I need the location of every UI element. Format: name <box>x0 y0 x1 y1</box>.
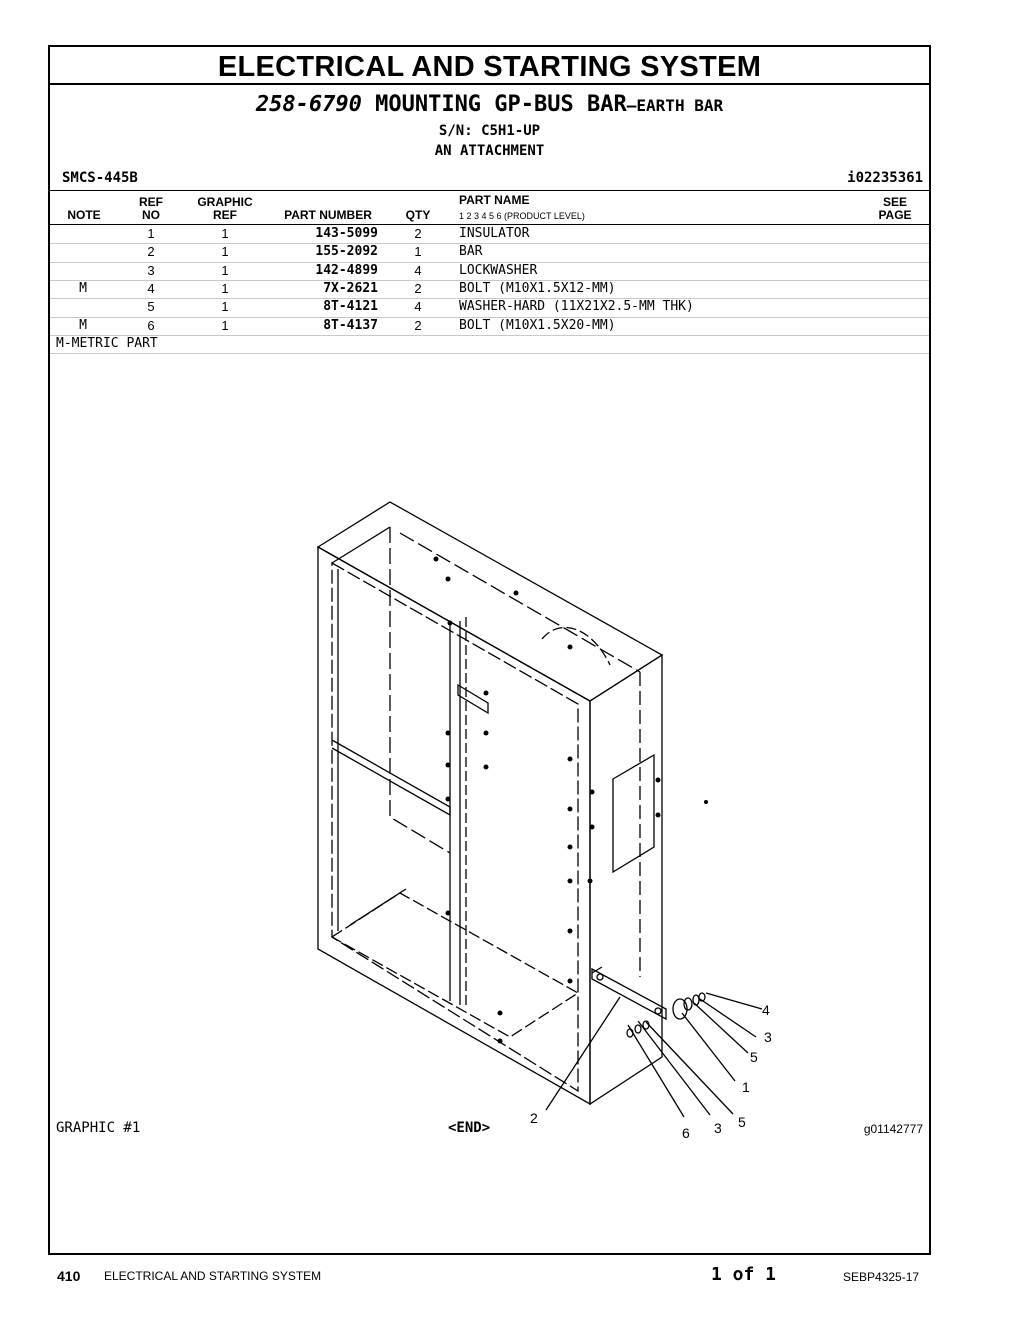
row-graphic-ref: 1 <box>221 262 229 278</box>
product-levels: 1 2 3 4 5 6 (PRODUCT LEVEL) <box>459 211 585 221</box>
illustration-ref: i02235361 <box>847 170 923 186</box>
page-frame <box>48 45 931 1255</box>
footer-page-of: 1 of 1 <box>711 1264 777 1285</box>
row-part-name: BOLT (M10X1.5X20-MM) <box>459 317 616 333</box>
callout-5a: 5 <box>750 1049 758 1065</box>
row-qty: 1 <box>414 244 422 260</box>
col-see-page: SEE PAGE <box>878 195 912 222</box>
row-part-number: 155-2092 <box>315 244 378 260</box>
row-qty: 4 <box>414 299 422 315</box>
row-graphic-ref: 1 <box>221 244 229 260</box>
serial-number: S/N: C5H1-UP <box>438 123 541 139</box>
col-part-number: PART NUMBER <box>284 208 372 222</box>
group-title <box>50 92 929 117</box>
col-note: NOTE <box>67 208 101 222</box>
group-dash: — <box>626 96 637 115</box>
callout-3a: 3 <box>764 1029 772 1045</box>
row-qty: 4 <box>414 262 422 278</box>
row-ref-no: 5 <box>147 299 155 315</box>
col-graphic-ref: GRAPHIC REF <box>197 195 253 222</box>
row-ref-no: 1 <box>147 226 155 241</box>
metric-note: M-METRIC PART <box>56 336 158 351</box>
footer-page-number: 410 <box>57 1268 81 1284</box>
row-divider <box>50 243 929 244</box>
row-ref-no: 6 <box>147 317 155 333</box>
table-bottom-rule <box>50 353 929 354</box>
row-part-name: BOLT (M10X1.5X12-MM) <box>459 280 616 296</box>
row-part-name: INSULATOR <box>459 226 530 241</box>
row-part-number: 8T-4137 <box>323 317 378 333</box>
row-ref-no: 3 <box>147 262 155 278</box>
group-name: MOUNTING GP-BUS BAR <box>375 92 627 117</box>
group-subname: EARTH BAR <box>636 96 724 115</box>
row-qty: 2 <box>414 226 422 241</box>
row-part-number: 8T-4121 <box>323 299 378 315</box>
table-top-rule <box>50 190 929 191</box>
col-ref-no: REF NO <box>139 195 163 222</box>
end-label: <END> <box>448 1120 491 1136</box>
row-divider <box>50 335 929 336</box>
row-graphic-ref: 1 <box>221 226 229 241</box>
row-graphic-ref: 1 <box>221 317 229 333</box>
callout-6: 6 <box>682 1125 690 1141</box>
col-part-name: PART NAME 1 2 3 4 5 6 (PRODUCT LEVEL) <box>459 193 585 221</box>
row-part-number: 143-5099 <box>315 226 378 241</box>
row-part-name: LOCKWASHER <box>459 262 538 278</box>
callout-1: 1 <box>742 1079 750 1095</box>
smcs-code: SMCS-445B <box>62 170 138 186</box>
col-qty: QTY <box>405 208 431 222</box>
row-ref-no: 4 <box>147 280 155 296</box>
footer-doc-id: SEBP4325-17 <box>843 1270 920 1284</box>
row-part-number: 142-4899 <box>315 262 378 278</box>
callout-4: 4 <box>762 1002 770 1018</box>
row-part-number: 7X-2621 <box>323 280 378 296</box>
row-qty: 2 <box>414 280 422 296</box>
attachment-label: AN ATTACHMENT <box>434 143 545 159</box>
row-graphic-ref: 1 <box>221 280 229 296</box>
row-ref-no: 2 <box>147 244 155 260</box>
group-part-number: 258-6790 <box>255 92 362 117</box>
graphic-label: GRAPHIC #1 <box>56 1120 141 1136</box>
footer-section: ELECTRICAL AND STARTING SYSTEM <box>104 1269 322 1283</box>
callout-2: 2 <box>530 1110 538 1126</box>
row-part-name: WASHER-HARD (11X21X2.5-MM THK) <box>459 299 694 315</box>
row-note: M <box>79 317 87 333</box>
graphic-id: g01142777 <box>863 1122 923 1136</box>
row-note: M <box>79 280 87 296</box>
row-qty: 2 <box>414 317 422 333</box>
section-title: ELECTRICAL AND STARTING SYSTEM <box>50 47 929 85</box>
row-part-name: BAR <box>459 244 483 260</box>
callout-3b: 3 <box>714 1120 722 1136</box>
callout-5b: 5 <box>738 1114 746 1130</box>
row-graphic-ref: 1 <box>221 299 229 315</box>
